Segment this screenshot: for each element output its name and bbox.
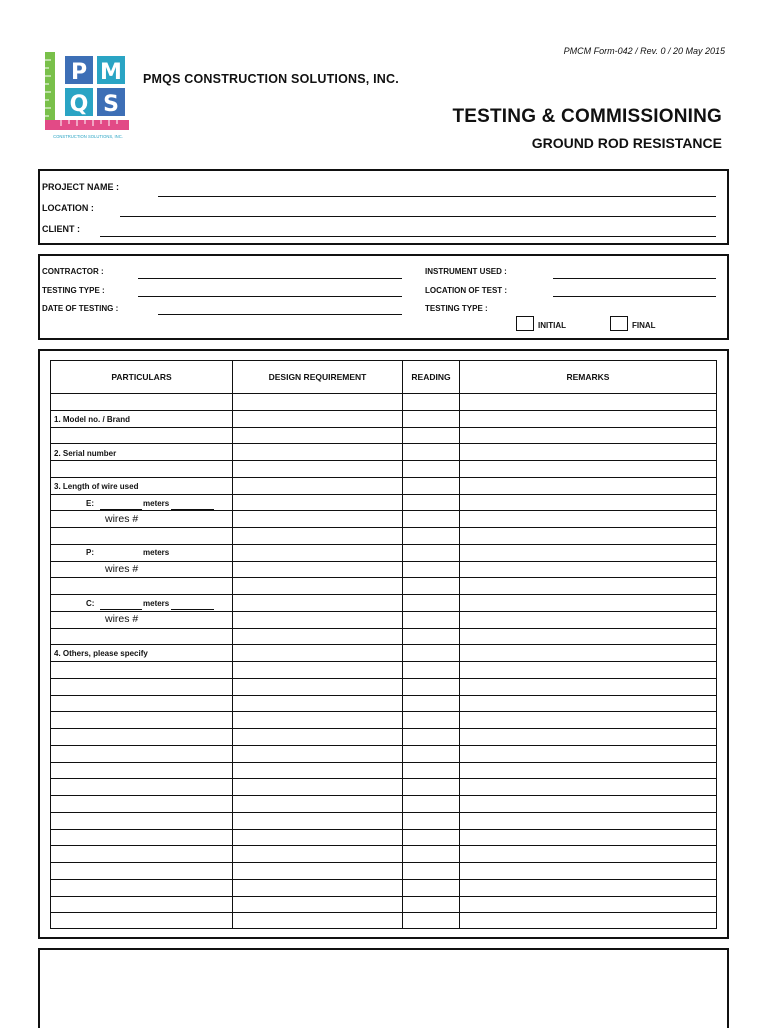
table-row-divider <box>50 460 717 461</box>
logo-letter-p: P <box>70 60 88 85</box>
item-model-brand: 1. Model no. / Brand <box>54 415 131 424</box>
table-row-divider <box>50 644 717 645</box>
contractor-field[interactable] <box>138 278 402 279</box>
project-name-field[interactable] <box>158 196 716 197</box>
company-logo <box>43 52 131 142</box>
table-row-divider <box>50 812 717 813</box>
table-row-divider <box>50 477 717 478</box>
c-wires-label: wires # <box>105 613 139 625</box>
date-of-testing-field[interactable] <box>158 314 402 315</box>
initial-label: INITIAL <box>538 321 566 330</box>
table-row-divider <box>50 678 717 679</box>
form-reference: PMCM Form-042 / Rev. 0 / 20 May 2015 <box>563 46 725 56</box>
table-row-divider <box>50 896 717 897</box>
date-of-testing-label: DATE OF TESTING : <box>42 304 119 313</box>
project-info-box <box>38 169 729 245</box>
column-header-design-requirement: DESIGN REQUIREMENT <box>268 372 367 382</box>
final-checkbox[interactable] <box>610 316 628 331</box>
project-name-label: PROJECT NAME : <box>42 182 120 192</box>
contractor-label: CONTRACTOR : <box>42 267 104 276</box>
table-row-divider <box>50 762 717 763</box>
e-meters-trail-line <box>171 509 214 510</box>
testing-type-label: TESTING TYPE : <box>42 286 105 295</box>
item-others-specify: 4. Others, please specify <box>54 649 148 658</box>
table-row-divider <box>50 628 717 629</box>
table-row-divider <box>50 728 717 729</box>
table-row-divider <box>50 544 717 545</box>
c-meters-field[interactable] <box>100 609 142 610</box>
location-field[interactable] <box>120 216 716 217</box>
e-label: E: <box>86 499 94 508</box>
column-header-reading: READING <box>411 372 451 382</box>
logo-letter-m: M <box>100 60 122 85</box>
item-length-of-wire: 3. Length of wire used <box>54 482 139 491</box>
table-row-divider <box>50 561 717 562</box>
initial-checkbox[interactable] <box>516 316 534 331</box>
client-field[interactable] <box>100 236 716 237</box>
table-row-divider <box>50 410 717 411</box>
final-label: FINAL <box>632 321 656 330</box>
instrument-used-field[interactable] <box>553 278 716 279</box>
column-divider <box>232 360 233 929</box>
table-row-divider <box>50 879 717 880</box>
column-header-remarks: REMARKS <box>566 372 610 382</box>
table-row-divider <box>50 795 717 796</box>
table-row-divider <box>50 594 717 595</box>
table-row-divider <box>50 661 717 662</box>
table-row-divider <box>50 695 717 696</box>
client-label: CLIENT : <box>42 224 80 234</box>
table-row-divider <box>50 745 717 746</box>
c-meters-unit: meters <box>143 599 170 608</box>
remarks-signature-box <box>38 948 729 1028</box>
logo-tagline: CONSTRUCTION SOLUTIONS, INC. <box>53 134 123 139</box>
table-row-divider <box>50 829 717 830</box>
table-row-divider <box>50 611 717 612</box>
instrument-used-label: INSTRUMENT USED : <box>425 267 507 276</box>
c-label: C: <box>86 599 95 608</box>
table-row-divider <box>50 912 717 913</box>
table-row-divider <box>50 577 717 578</box>
page-title: TESTING & COMMISSIONING <box>452 106 722 127</box>
table-row-divider <box>50 527 717 528</box>
pmqs-logo-graphic <box>43 52 131 142</box>
table-row-divider <box>50 393 717 394</box>
table-row-divider <box>50 711 717 712</box>
p-meters-unit: meters <box>143 548 170 557</box>
logo-letter-q: Q <box>69 92 89 117</box>
location-of-test-label: LOCATION OF TEST : <box>425 286 508 295</box>
location-of-test-field[interactable] <box>553 296 716 297</box>
page-subtitle: GROUND ROD RESISTANCE <box>531 135 722 151</box>
logo-letter-s: S <box>103 92 119 117</box>
table-row-divider <box>50 510 717 511</box>
table-row-divider <box>50 494 717 495</box>
e-meters-unit: meters <box>143 499 170 508</box>
item-serial-number: 2. Serial number <box>54 449 117 458</box>
p-label: P: <box>86 548 94 557</box>
table-row-divider <box>50 845 717 846</box>
c-meters-trail-line <box>171 609 214 610</box>
p-wires-label: wires # <box>105 563 139 575</box>
column-header-particulars: PARTICULARS <box>111 372 172 382</box>
e-wires-label: wires # <box>105 513 139 525</box>
testing-type-field[interactable] <box>138 296 402 297</box>
column-divider <box>459 360 460 929</box>
table-row-divider <box>50 862 717 863</box>
location-label: LOCATION : <box>42 203 94 213</box>
table-row-divider <box>50 778 717 779</box>
table-row-divider <box>50 443 717 444</box>
company-name: PMQS CONSTRUCTION SOLUTIONS, INC. <box>143 72 399 86</box>
testing-type-2-label: TESTING TYPE : <box>425 304 488 313</box>
table-row-divider <box>50 427 717 428</box>
e-meters-field[interactable] <box>100 509 142 510</box>
column-divider <box>402 360 403 929</box>
